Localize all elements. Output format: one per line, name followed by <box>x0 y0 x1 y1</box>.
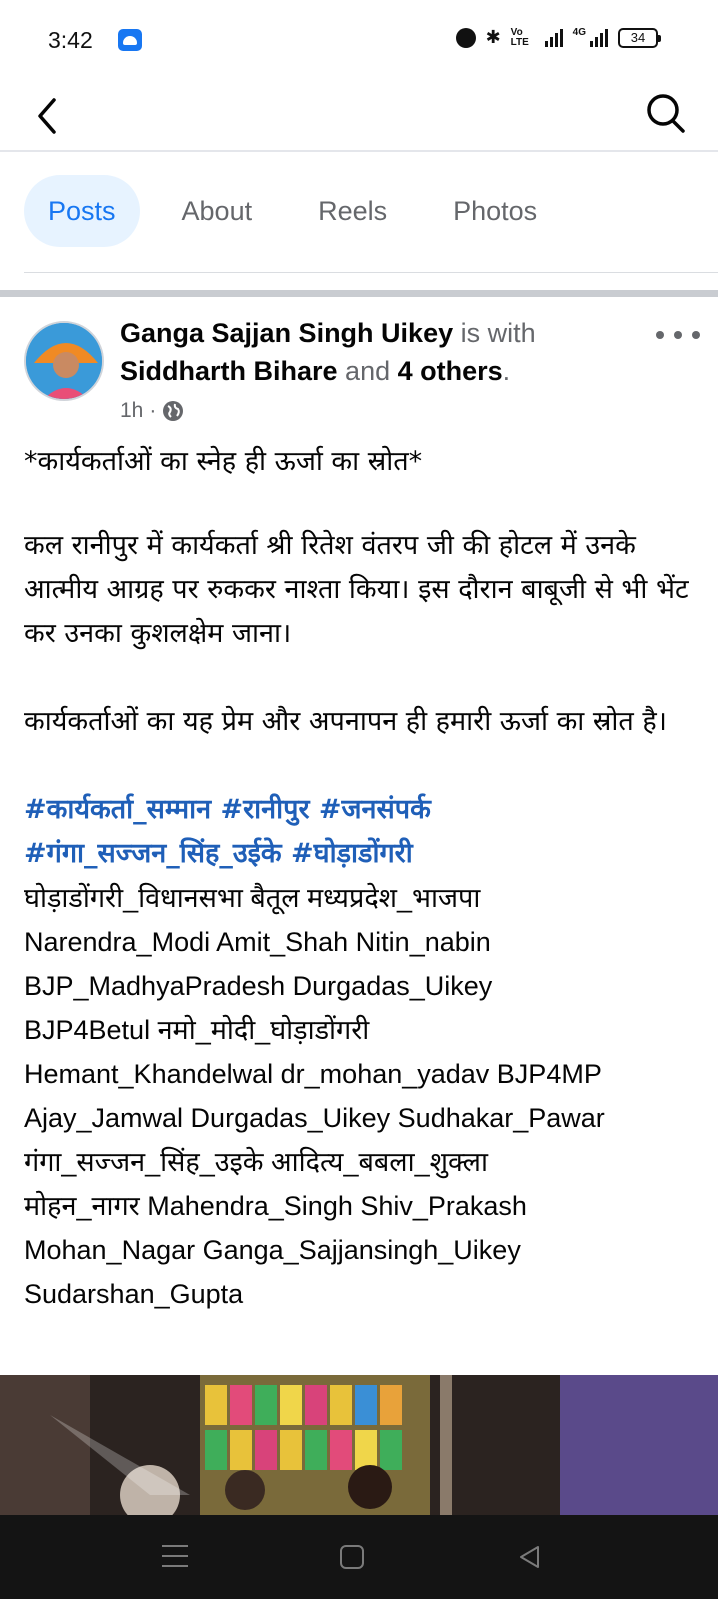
signal-icon-2 <box>590 29 608 47</box>
section-separator <box>0 290 718 297</box>
more-dot-icon <box>692 331 700 339</box>
bluetooth-icon: ✱ <box>485 27 501 47</box>
mentions-block <box>24 876 704 1316</box>
tab-about[interactable]: About <box>181 195 253 226</box>
more-options-button[interactable] <box>656 322 700 348</box>
search-button[interactable] <box>642 86 692 140</box>
mention-line: मोहन_नागर Mahendra_Singh Shiv_Prakash <box>24 1191 527 1221</box>
tagged-name[interactable]: Siddharth Bihare <box>120 356 338 386</box>
avatar[interactable] <box>24 321 104 401</box>
post-paragraph-1: कल रानीपुर में कार्यकर्ता श्री रितेश वंतरप जी की होटल में उनके आत्मीय आग्रह पर रुककर नाश्ता किया। इस दौरान बाबूजी से भी भेंट कर उनका कुशलक्षेम जाना। <box>24 530 689 649</box>
others-link[interactable]: 4 others <box>397 356 503 386</box>
with-text: is with <box>460 318 536 348</box>
post-photo[interactable] <box>0 1375 718 1515</box>
post-body <box>24 440 704 1316</box>
profile-tabs <box>24 175 579 247</box>
battery-level: 34 <box>630 30 646 45</box>
mention-line: BJP4Betul नमो_मोदी_घोड़ाडोंगरी <box>24 1015 370 1045</box>
network-type-label: 4G <box>572 27 586 38</box>
home-icon[interactable] <box>340 1545 364 1569</box>
post-photo-image <box>0 1375 718 1515</box>
hashtags-line-1[interactable]: #कार्यकर्ता_सम्मान #रानीपुर #जनसंपर्क <box>24 794 431 825</box>
more-dot-icon <box>656 331 664 339</box>
mention-line: गंगा_सज्जन_सिंह_उइके आदित्य_बबला_शुक्ला <box>24 1147 488 1177</box>
status-icons <box>456 27 658 48</box>
globe-icon <box>162 400 184 422</box>
period: . <box>502 356 511 386</box>
battery-icon <box>618 28 658 48</box>
signal-icon <box>545 29 563 47</box>
mention-line: Mohan_Nagar Ganga_Sajjansingh_Uikey <box>24 1235 521 1265</box>
search-icon <box>642 86 692 140</box>
post-title-line: *कार्यकर्ताओं का स्नेह ही ऊर्जा का स्रोत* <box>24 446 423 477</box>
tab-reels[interactable]: Reels <box>318 195 388 226</box>
post-time-sep: · <box>149 399 157 422</box>
menu-icon[interactable] <box>162 1545 188 1567</box>
mention-line: Hemant_Khandelwal dr_mohan_yadav BJP4MP <box>24 1059 602 1089</box>
post-time[interactable] <box>120 399 184 423</box>
tab-photos[interactable]: Photos <box>453 195 538 226</box>
mention-line: Ajay_Jamwal Durgadas_Uikey Sudhakar_Pawar <box>24 1103 605 1133</box>
tab-divider <box>24 272 718 273</box>
volte-label: Vo LTE <box>510 26 529 48</box>
post-paragraph-2: कार्यकर्ताओं का यह प्रेम और अपनापन ही हमारी ऊर्जा का स्रोत है। <box>24 706 667 737</box>
system-nav-bar <box>0 1515 718 1599</box>
tab-posts[interactable]: Posts <box>24 175 140 247</box>
app-notification-icon <box>118 29 142 51</box>
mention-line: Sudarshan_Gupta <box>24 1279 244 1309</box>
post-time-text: 1h <box>120 399 144 422</box>
status-bar <box>0 0 718 80</box>
back-button[interactable] <box>30 90 80 140</box>
more-dot-icon <box>674 331 682 339</box>
mention-line: BJP_MadhyaPradesh Durgadas_Uikey <box>24 971 493 1001</box>
hashtags-line-2[interactable]: #गंगा_सज्जन_सिंह_उईके #घोड़ाडोंगरी <box>24 838 413 869</box>
back-triangle-icon[interactable] <box>516 1543 544 1571</box>
mention-line: Narendra_Modi Amit_Shah Nitin_nabin <box>24 927 491 957</box>
avatar-image <box>26 323 104 401</box>
and-text: and <box>345 356 391 386</box>
author-name[interactable]: Ganga Sajjan Singh Uikey <box>120 318 454 348</box>
alarm-icon <box>456 28 476 48</box>
back-icon <box>30 90 80 140</box>
status-time: 3:42 <box>48 27 93 53</box>
post-author-line <box>120 314 640 390</box>
mention-line: घोड़ाडोंगरी_विधानसभा बैतूल मध्यप्रदेश_भाजपा <box>24 883 481 913</box>
header-bar <box>0 80 718 152</box>
